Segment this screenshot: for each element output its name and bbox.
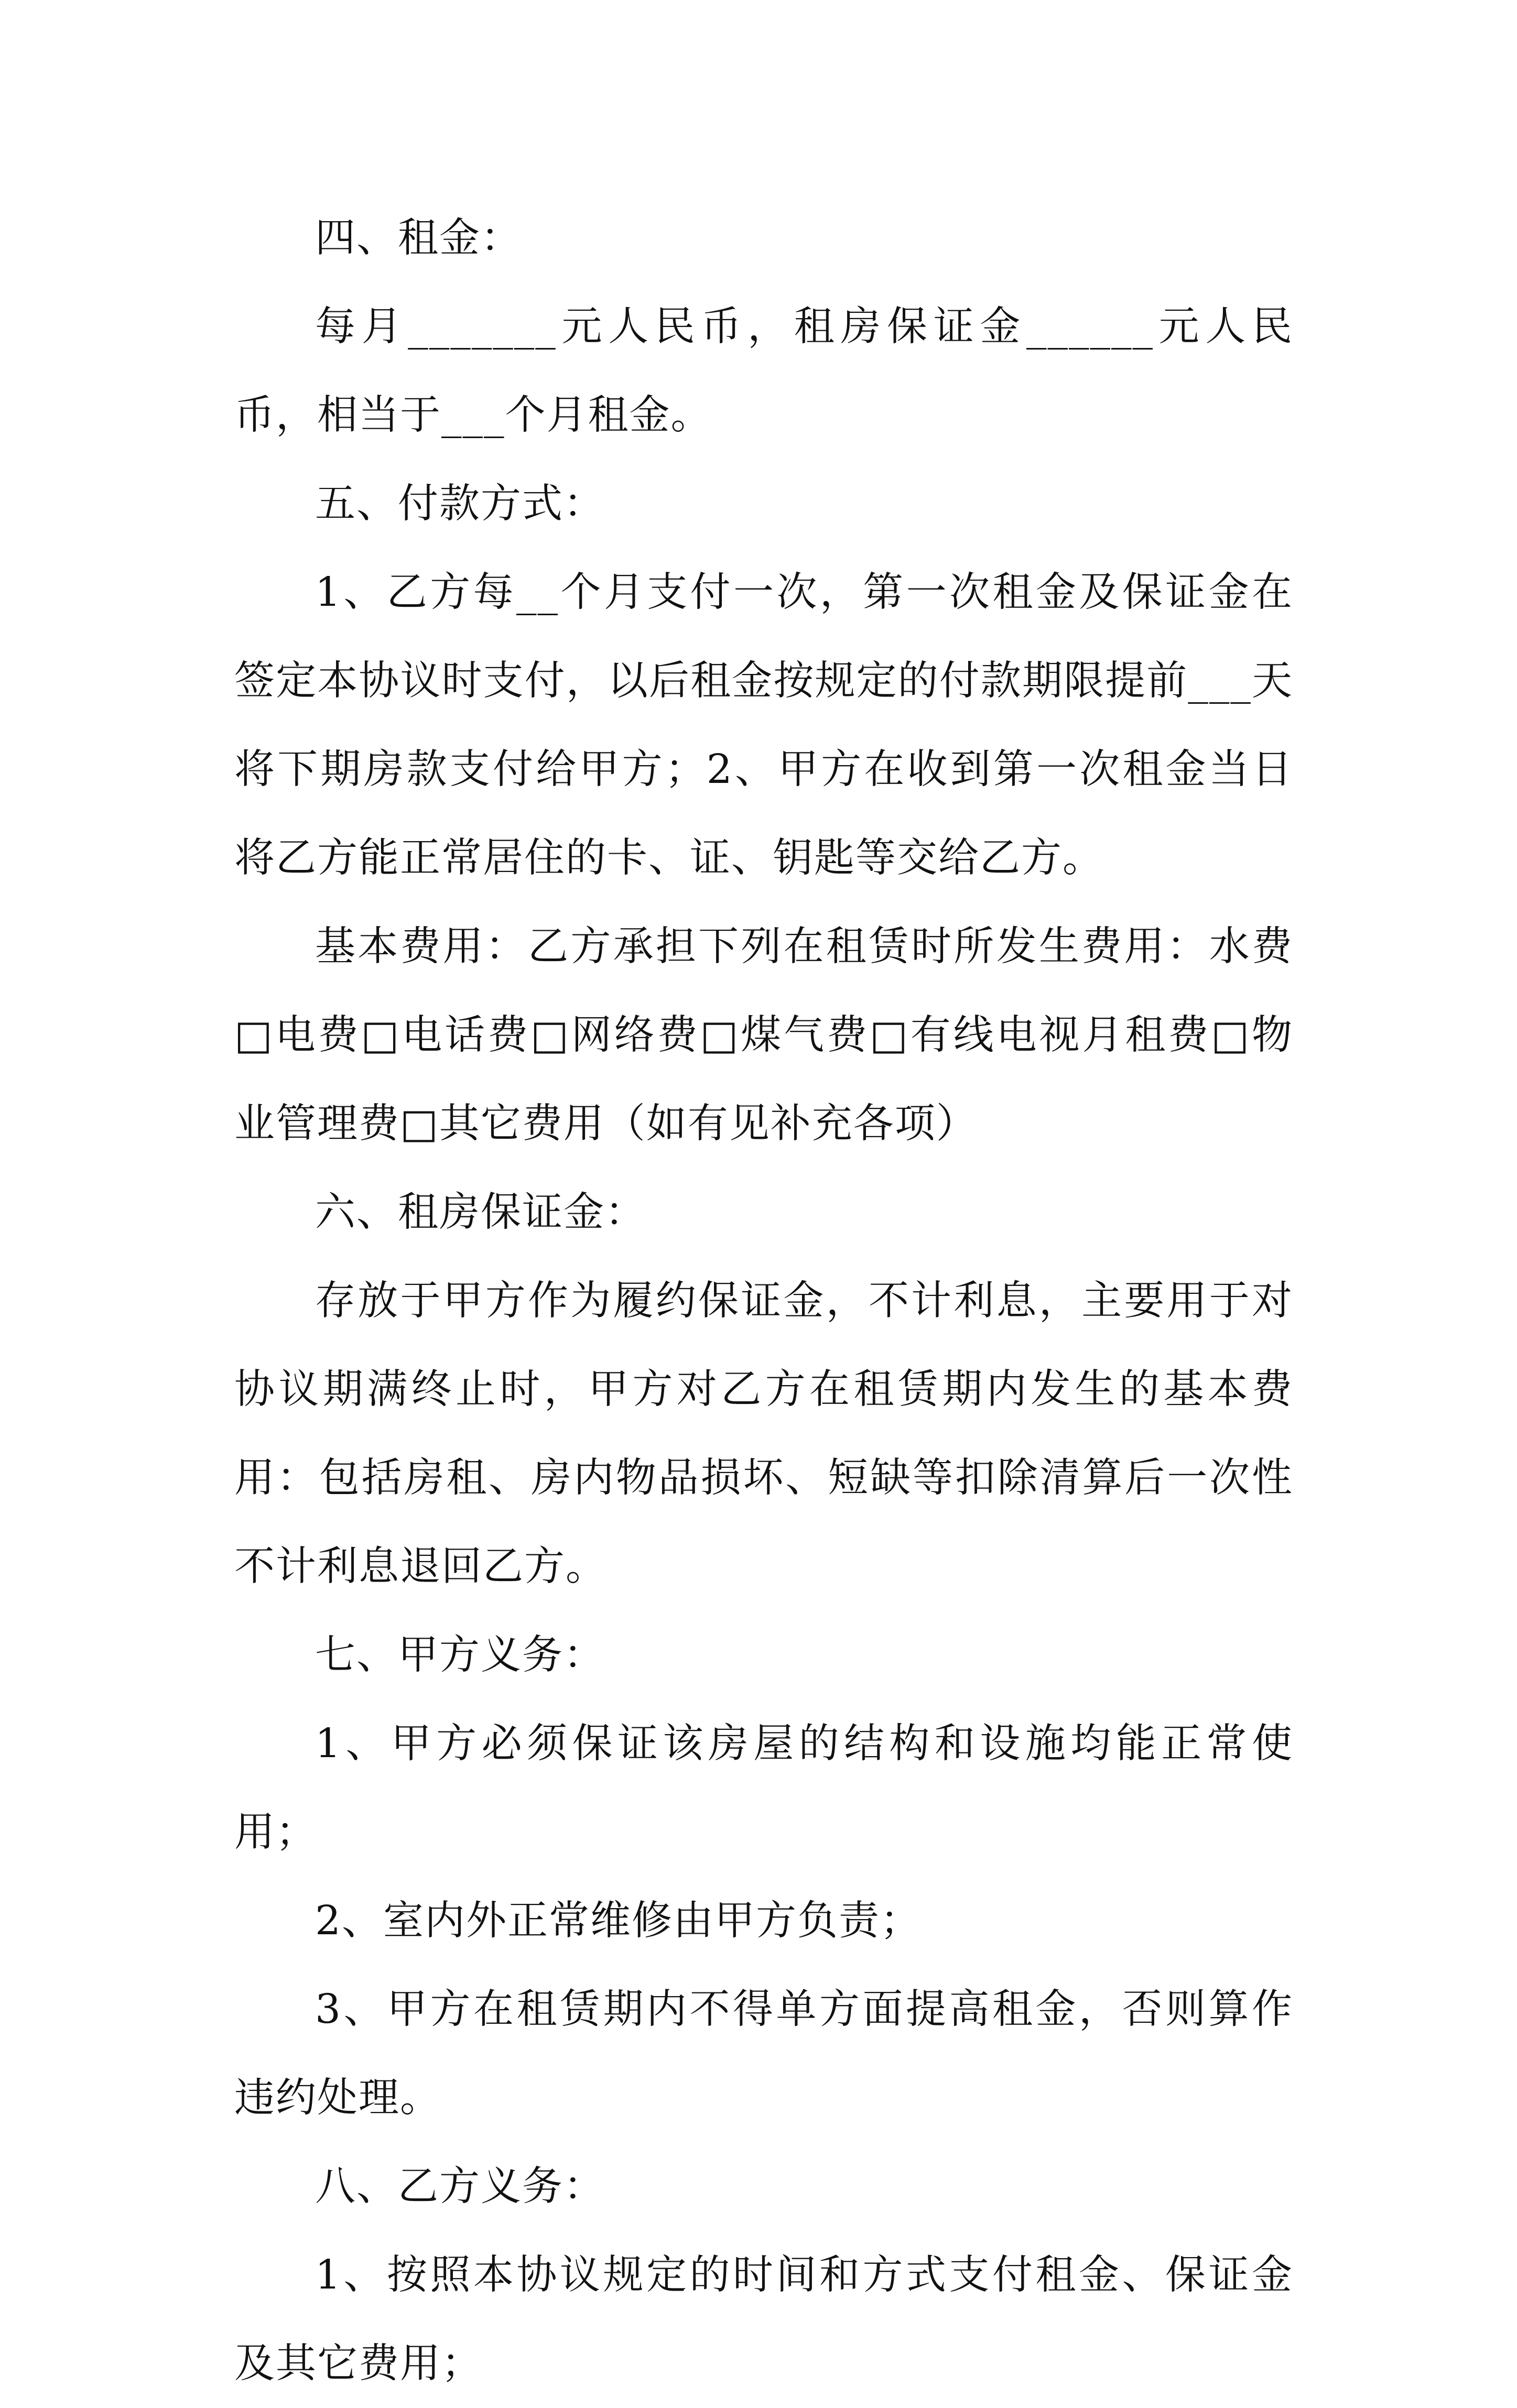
payment-terms-paragraph: 1、乙方每__个月支付一次，第一次租金及保证金在签定本协议时支付，以后租金按规定的付款期限提前___天将下期房款支付给甲方；2、甲方在收到第一次租金当日将乙方能正常居住的卡、证、钥匙等交给乙方。 xyxy=(234,569,1293,881)
party-a-duty-3: 3、甲方在租赁期内不得单方面提高租金，否则算作违约处理。 xyxy=(234,1986,1293,2121)
section-heading-payment-method: 五、付款方式： xyxy=(315,481,605,527)
document-body xyxy=(234,194,1293,2408)
section-heading-party-b-duties: 八、乙方义务： xyxy=(315,2163,605,2210)
section-heading-deposit: 六、租房保证金： xyxy=(315,1189,646,1236)
rent-amount-paragraph: 每月_______元人民币，租房保证金______元人民币，相当于___个月租金。 xyxy=(234,303,1293,439)
section-heading-rent: 四、租金： xyxy=(315,215,522,261)
party-a-duty-2: 2、室内外正常维修由甲方负责； xyxy=(315,1898,922,1944)
deposit-paragraph: 存放于甲方作为履约保证金，不计利息，主要用于对协议期满终止时，甲方对乙方在租赁期内发生的基本费用：包括房租、房内物品损坏、短缺等扣除清算后一次性不计利息退回乙方。 xyxy=(234,1278,1293,1590)
party-b-duty-1: 1、按照本协议规定的时间和方式支付租金、保证金及其它费用； xyxy=(234,2252,1293,2387)
basic-fees-paragraph: 基本费用：乙方承担下列在租赁时所发生费用：水费□电费□电话费□网络费□煤气费□有线电视月租费□物业管理费□其它费用（如有见补充各项） xyxy=(234,923,1293,1147)
section-heading-party-a-duties: 七、甲方义务： xyxy=(315,1632,605,1679)
party-a-duty-1: 1、甲方必须保证该房屋的结构和设施均能正常使用； xyxy=(234,1720,1293,1856)
